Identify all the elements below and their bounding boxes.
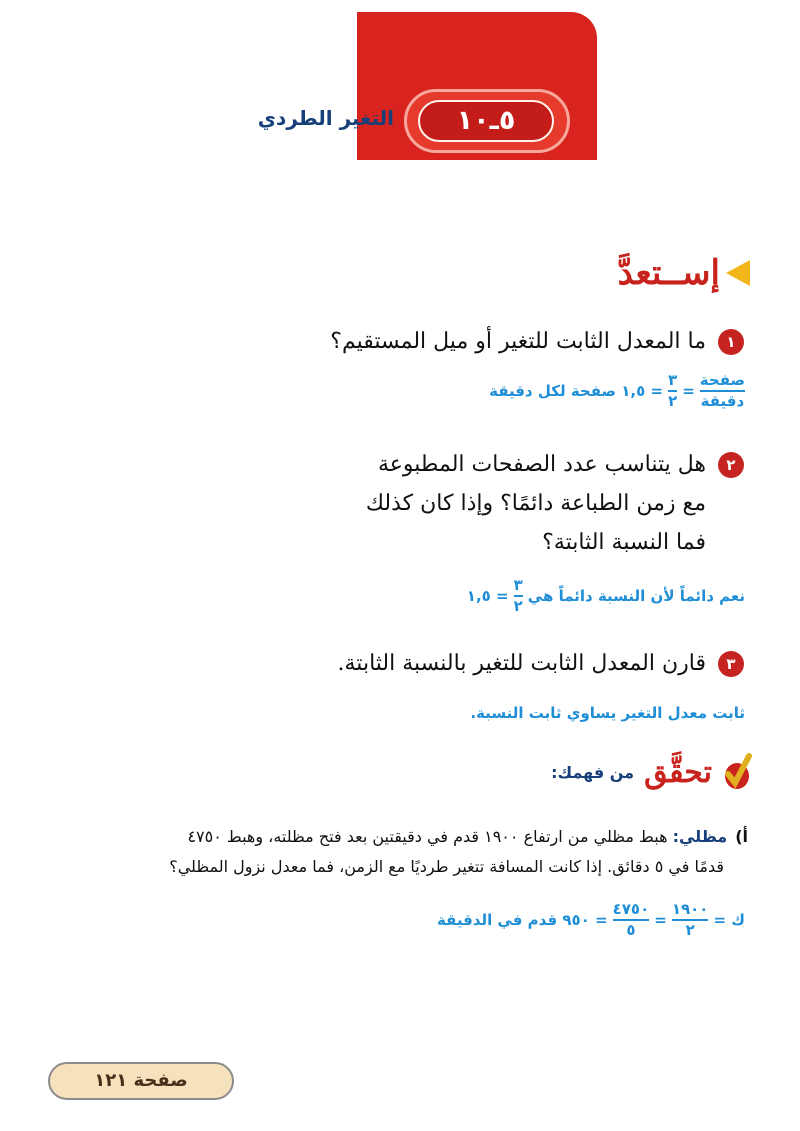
fraction-value — [672, 902, 709, 938]
arrow-icon — [726, 260, 750, 286]
question-text: فما النسبة الثابتة؟ — [542, 530, 706, 555]
fraction-numerator: ١٩٠٠ — [671, 900, 709, 918]
question-number: ٢ — [718, 452, 744, 478]
answer-text: = ٩٥٠ قدم في الدقيقة — [436, 911, 608, 929]
fraction-numerator: ٤٧٥٠ — [612, 900, 650, 918]
answer-text: = ١,٥ — [466, 587, 509, 605]
question-1 — [330, 322, 744, 361]
example-name: مظلي: — [672, 827, 728, 846]
check-subheading: من فهمك: — [551, 762, 635, 782]
equals-sign: = — [682, 382, 695, 400]
equals-sign: = — [654, 911, 667, 929]
example-text: قدمًا في ٥ دقائق. إذا كانت المسافة تتغير طرديًا مع الزمن، فما معدل نزول المظلي؟ — [169, 857, 724, 876]
answer-text: نعم دائماً لأن النسبة دائماً هي — [527, 587, 745, 605]
prepare-heading-text: إســتعدَّ — [617, 253, 720, 293]
lesson-number: ٥ـ١٠ — [418, 100, 554, 142]
question-text: هل يتناسب عدد الصفحات المطبوعة — [378, 452, 706, 477]
question-text: مع زمن الطباعة دائمًا؟ وإذا كان كذلك — [365, 491, 706, 516]
fraction-value — [514, 578, 523, 614]
example-answer — [437, 902, 745, 938]
answer-2 — [467, 578, 745, 614]
question-3 — [338, 644, 744, 683]
question-number: ١ — [718, 329, 744, 355]
answer-text: = ١,٥ صفحة لكل دقيقة — [489, 382, 664, 400]
fraction-denominator: ٢ — [668, 392, 678, 410]
example-label: أ) — [735, 827, 748, 846]
question-2 — [366, 445, 744, 562]
fraction-denominator: ٢ — [513, 597, 523, 615]
check-heading-text: تحقَّق — [644, 754, 712, 790]
fraction-denominator: ٥ — [626, 921, 636, 939]
answer-1 — [489, 373, 745, 409]
prepare-heading — [618, 253, 750, 293]
page-number-badge: صفحة ١٢١ — [48, 1062, 234, 1100]
example-text: هبط مظلي من ارتفاع ١٩٠٠ قدم في دقيقتين بعد فتح مظلته، وهبط ٤٧٥٠ — [187, 827, 668, 846]
fraction-units — [700, 373, 745, 409]
fraction-denominator: دقيقة — [700, 392, 745, 410]
fraction-numerator: ٣ — [668, 371, 678, 389]
fraction-numerator: صفحة — [699, 371, 745, 389]
check-heading — [551, 752, 752, 792]
question-text: ما المعدل الثابت للتغير أو ميل المستقيم؟ — [330, 329, 706, 354]
example-problem — [98, 822, 748, 882]
question-number: ٣ — [718, 651, 744, 677]
fraction-value — [613, 902, 650, 938]
fraction-numerator: ٣ — [513, 576, 523, 594]
answer-text: ك = — [713, 911, 745, 929]
question-text: قارن المعدل الثابت للتغير بالنسبة الثابتة. — [337, 651, 706, 676]
checkmark-icon — [722, 752, 752, 792]
answer-3: ثابت معدل التغير يساوي ثابت النسبة. — [470, 704, 745, 722]
lesson-title: التغير الطردي — [257, 106, 394, 130]
fraction-value — [668, 373, 677, 409]
fraction-denominator: ٢ — [685, 921, 695, 939]
